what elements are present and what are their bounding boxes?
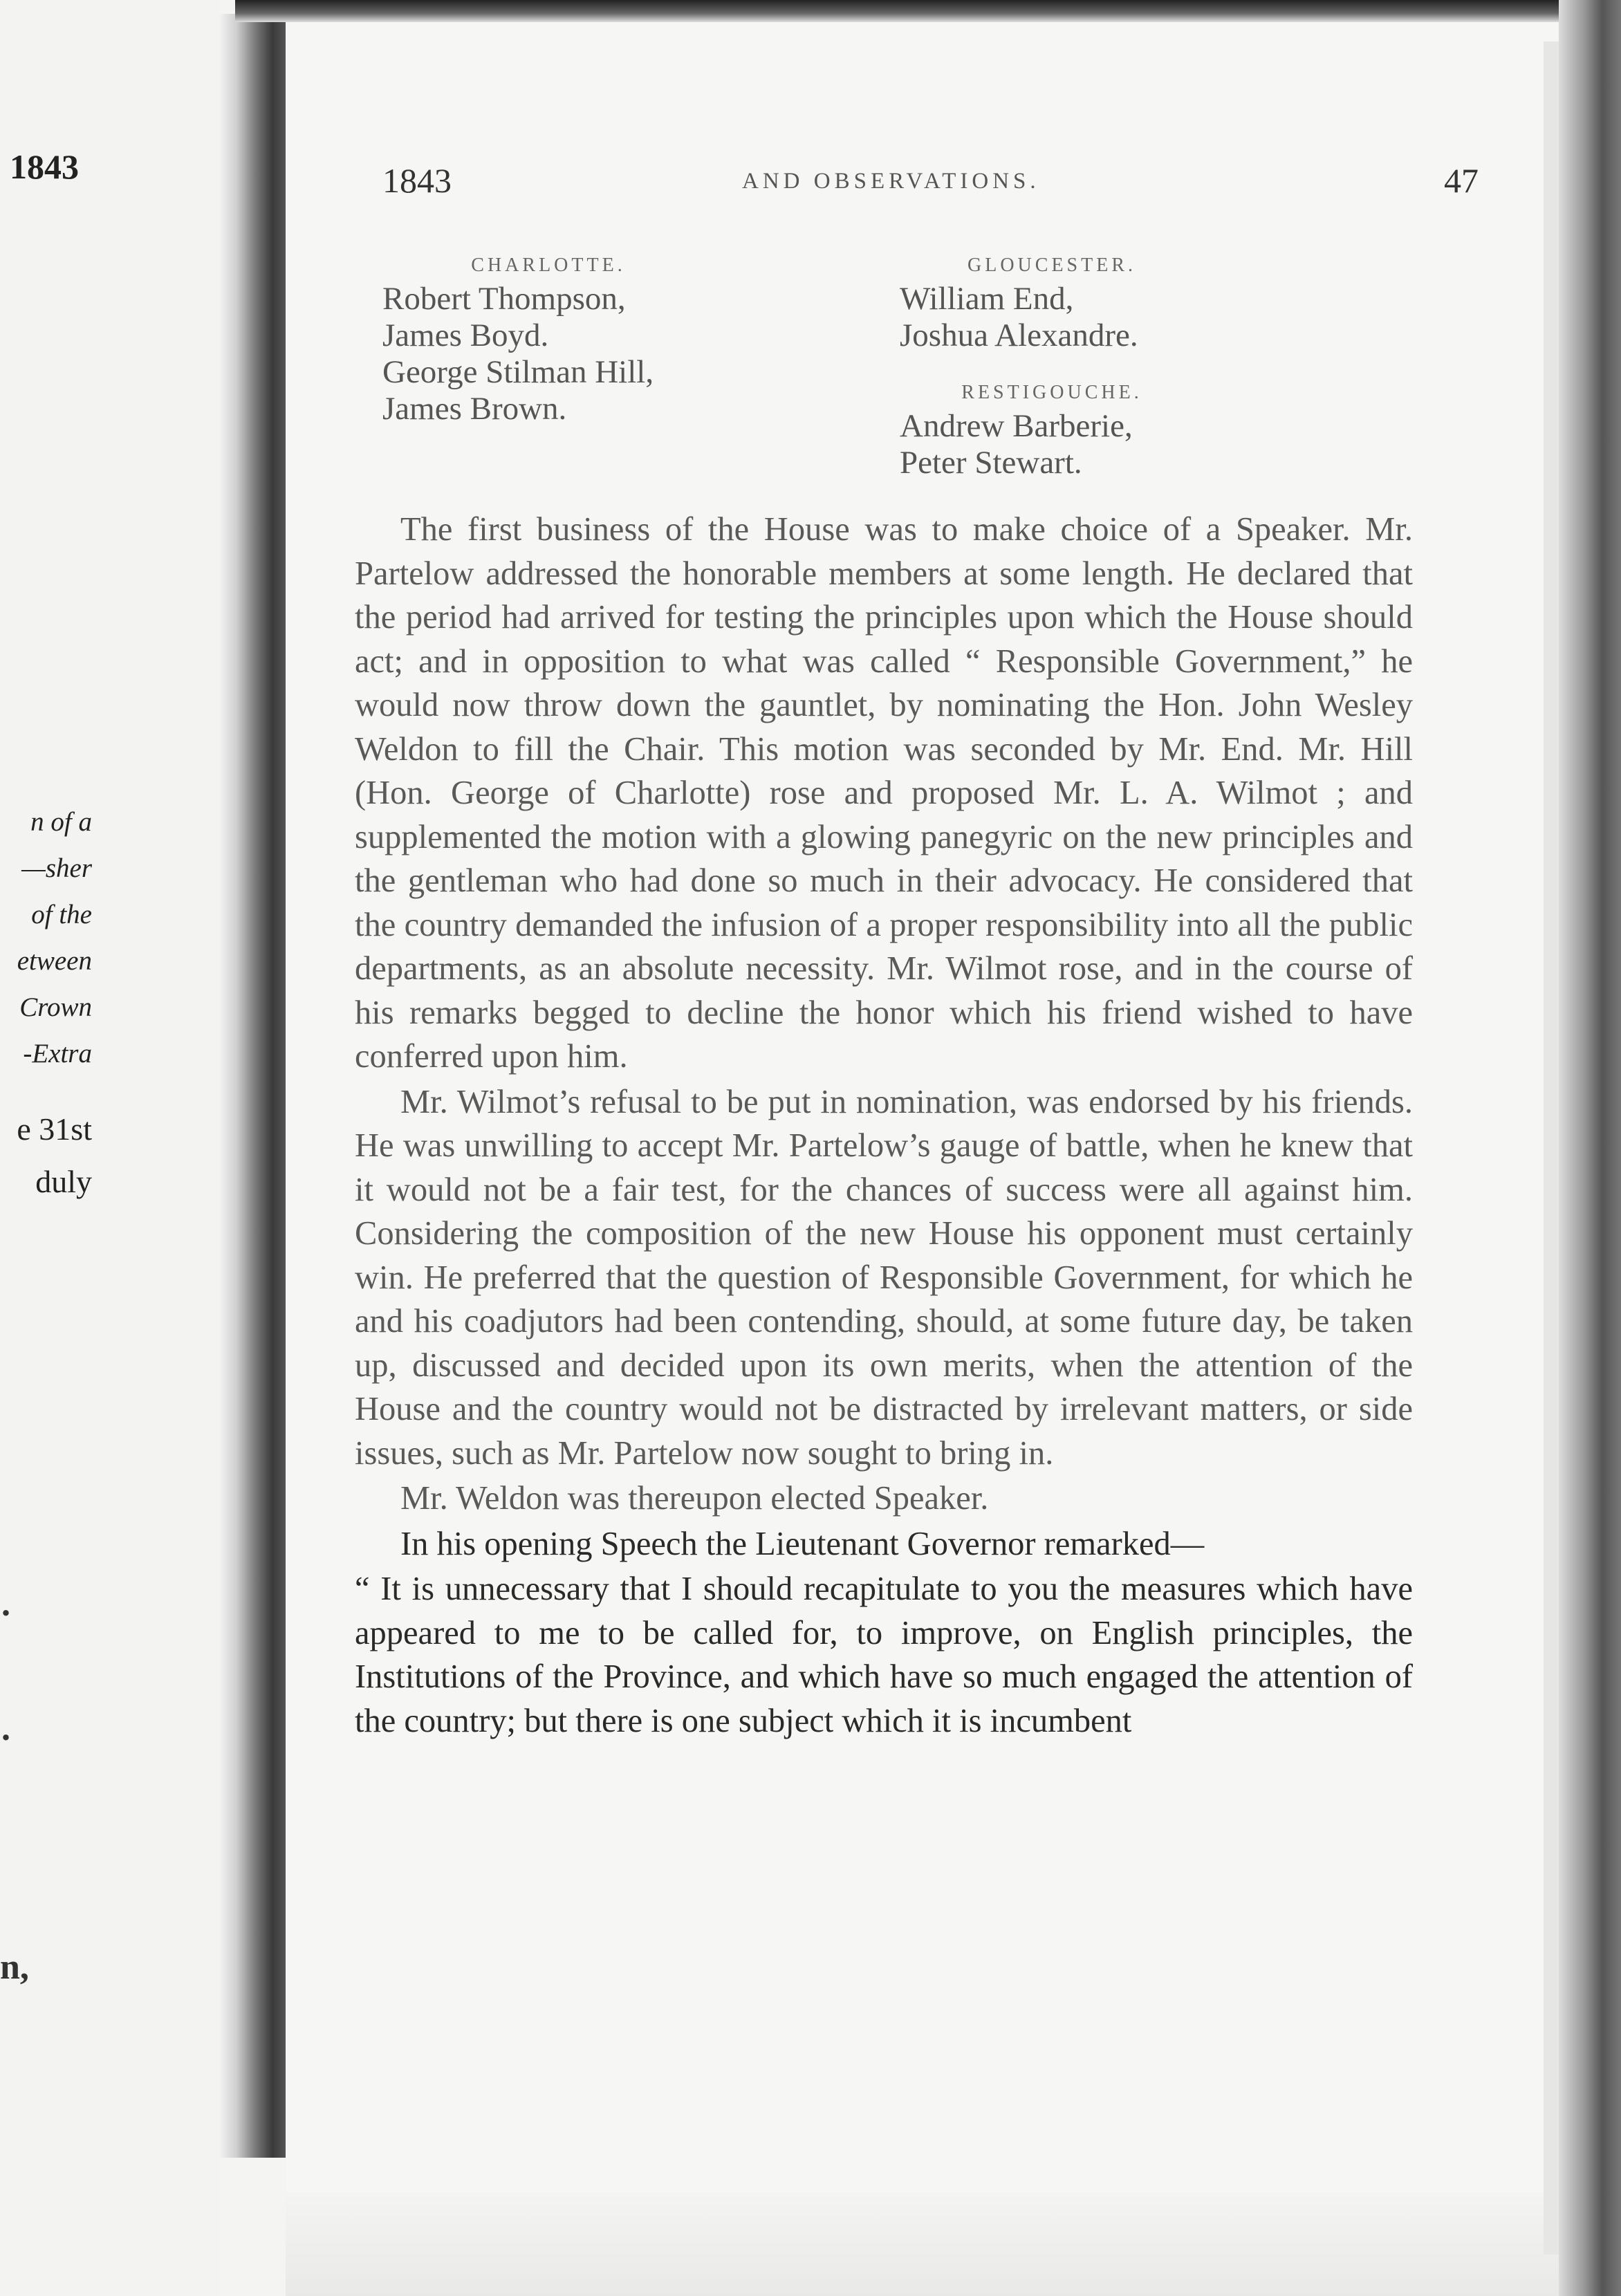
page-top-edge: [235, 0, 1618, 22]
left-page-italic-fragments: [0, 799, 92, 1077]
left-fragment-line: etween: [17, 946, 92, 976]
member-name: Andrew Barberie,: [900, 408, 1133, 444]
book-fore-edge: [1559, 0, 1621, 2296]
header-title: AND OBSERVATIONS.: [742, 169, 1040, 194]
running-header: [382, 160, 1479, 209]
left-page-line-fragments: [0, 1103, 92, 1208]
left-fragment-line: Crown: [19, 992, 92, 1022]
member-name: James Brown.: [382, 391, 567, 427]
paragraph: Mr. Wilmot’s refusal to be put in nomination, was endorsed by his friends. He was unwilling to accept Mr. Partelow’s gauge of battle, when he knew that it would not be a fair test, for the chances of success were all against him. Considering the composition of the new House his opponent must certainly win. He preferred that the question of Responsible Government, for which he and his coadjutors had been contending, should, at some future day, be taken up, discussed and decided upon its own merits, when the attention of the House and the country would not be distracted by irrelevant matters, or side issues, such as Mr. Partelow now sought to bring in.: [355, 1083, 1413, 1472]
member-names-gloucester: [900, 281, 1398, 354]
paragraph: In his opening Speech the Lieutenant Governor remarked—: [400, 1525, 1205, 1562]
page-number: 47: [1444, 161, 1479, 200]
page-bottom-edge: [286, 2192, 1572, 2296]
book-gutter: [220, 14, 286, 2158]
county-heading-charlotte: CHARLOTTE.: [471, 254, 626, 276]
member-name: Robert Thompson,: [382, 281, 626, 317]
body-text: [355, 508, 1413, 1743]
member-name: William End,: [900, 281, 1074, 317]
book-page: [286, 22, 1558, 2194]
members-column-right: [900, 250, 1398, 481]
left-fragment-mark: n,: [0, 1947, 29, 1987]
left-facing-page: [0, 0, 220, 2296]
paragraph: The first business of the House was to make choice of a Speaker. Mr. Partelow addressed the honorable members at some length. He declared that the period had arrived for testing the principles upon which the House should act; and in opposition to what was called “ Responsible Government,” he would now throw down the gauntlet, by nominating the Hon. John Wesley Weldon to fill the Chair. This motion was seconded by Mr. End. Mr. Hill (Hon. George of Charlotte) rose and proposed Mr. L. A. Wilmot ; and supplemented the motion with a glowing panegyric on the new principles and the gentleman who had done so much in their advocacy. He considered that the country demanded the infusion of a proper responsibility into all the public departments, as an absolute necessity. Mr. Wilmot rose, and in the course of his remarks begged to decline the honor which his friend wished to have conferred upon him.: [355, 511, 1413, 1075]
left-fragment-line: of the: [31, 900, 92, 929]
members-list: [382, 250, 1530, 527]
left-fragment-line: sher—: [21, 853, 92, 883]
member-name: Peter Stewart.: [900, 445, 1082, 481]
left-fragment-line: n of a: [30, 807, 92, 837]
page-right-margin: [1544, 41, 1559, 2255]
paragraph: Mr. Weldon was thereupon elected Speaker.: [400, 1480, 989, 1517]
header-year: 1843: [382, 161, 452, 200]
left-fragment-line: Extra-: [23, 1039, 92, 1068]
quotation-paragraph: “ It is unnecessary that I should recapitulate to you the measures which have appeared to me to be called for, to improve, on English principles, the Institutions of the Province, and which have so much engaged the attention of the country; but there is one subject which it is incumbent: [355, 1571, 1413, 1739]
member-name: James Boyd.: [382, 317, 549, 353]
left-fragment-mark: .: [1, 1709, 10, 1748]
county-heading-restigouche: RESTIGOUCHE.: [961, 382, 1142, 403]
left-fragment-mark: .: [1, 1584, 10, 1624]
left-fragment-line: duly: [35, 1164, 92, 1199]
members-column-left: [382, 250, 880, 427]
county-heading-gloucester: GLOUCESTER.: [967, 254, 1136, 276]
member-names-charlotte: [382, 281, 880, 427]
left-page-year: 1843: [10, 147, 79, 186]
member-name: George Stilman Hill,: [382, 354, 654, 390]
left-fragment-line: e 31st: [17, 1111, 92, 1147]
member-name: Joshua Alexandre.: [900, 317, 1138, 353]
member-names-restigouche: [900, 408, 1398, 481]
